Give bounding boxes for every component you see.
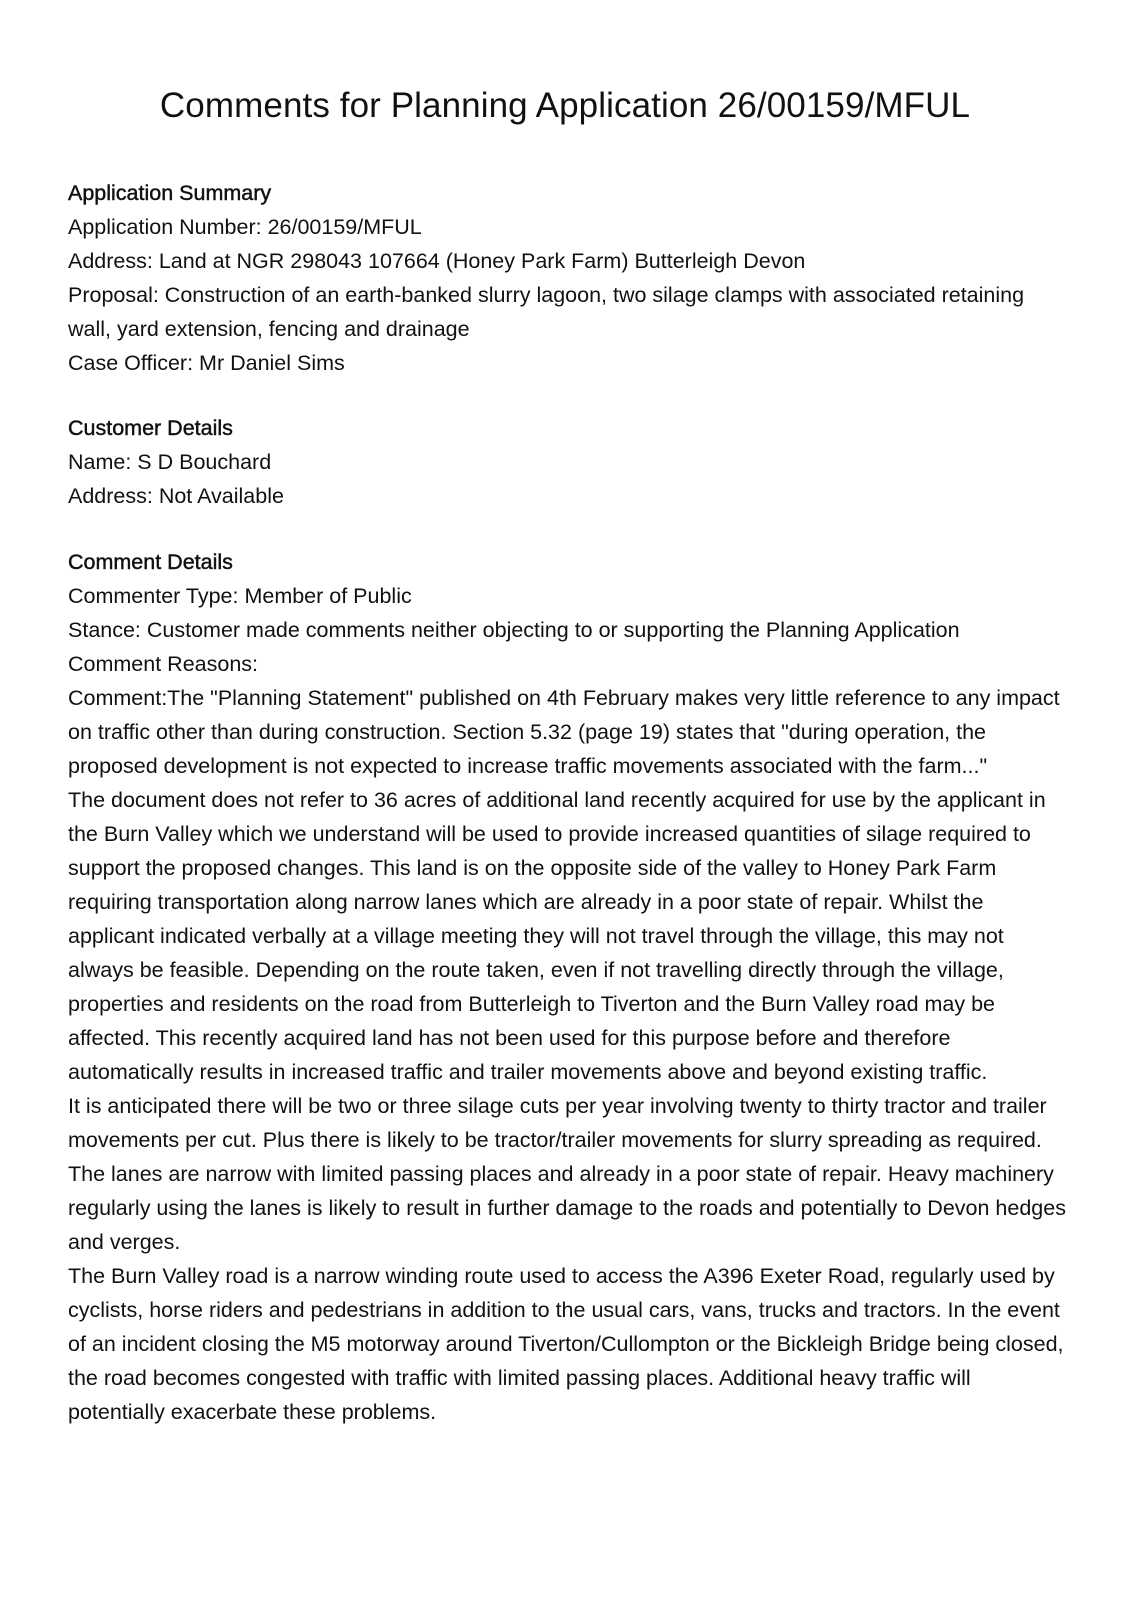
application-address: Address: Land at NGR 298043 107664 (Honey Park Farm) Butterleigh Devon	[68, 249, 806, 273]
case-officer: Case Officer: Mr Daniel Sims	[68, 351, 345, 375]
customer-details-section	[68, 411, 1068, 513]
comment-paragraph: The Burn Valley road is a narrow winding route used to access the A396 Exeter Road, regularly used by cyclists, horse riders and pedestrians in addition to the usual cars, vans, trucks and tractors. In the event of an incident closing the M5 motorway around Tiverton/Cullompton or the Bickleigh Bridge being closed, the road becomes congested with traffic with limited passing places. Additional heavy traffic will potentially exacerbate these problems.	[68, 1264, 1064, 1424]
comment-paragraph: It is anticipated there will be two or three silage cuts per year involving twenty to thirty tractor and trailer movements per cut. Plus there is likely to be tractor/trailer movements for slurry spreading as required. The lanes are narrow with limited passing places and already in a poor state of repair. Heavy machinery regularly using the lanes is likely to result in further damage to the roads and potentially to Devon hedges and verges.	[68, 1094, 1066, 1254]
commenter-type: Commenter Type: Member of Public	[68, 584, 412, 608]
application-proposal: Proposal: Construction of an earth-banked slurry lagoon, two silage clamps with associated retaining wall, yard extension, fencing and drainage	[68, 283, 1025, 341]
comment-paragraph: Comment:The "Planning Statement" published on 4th February makes very little reference to any impact on traffic other than during construction. Section 5.32 (page 19) states that "during operation, the proposed development is not expected to increase traffic movements associated with the farm..."	[68, 686, 1060, 778]
application-summary-section	[68, 176, 1068, 380]
comment-reasons: Comment Reasons:	[68, 652, 258, 676]
page-title: Comments for Planning Application 26/00159/MFUL	[159, 86, 971, 125]
comment-stance: Stance: Customer made comments neither objecting to or supporting the Planning Application	[68, 618, 960, 642]
application-summary-heading: Application Summary	[68, 181, 272, 205]
comment-details-heading: Comment Details	[68, 550, 233, 574]
customer-name: Name: S D Bouchard	[68, 450, 272, 474]
comment-paragraph: The document does not refer to 36 acres of additional land recently acquired for use by the applicant in the Burn Valley which we understand will be used to provide increased quantities of silage required to support the proposed changes. This land is on the opposite side of the valley to Honey Park Farm requiring transportation along narrow lanes which are already in a poor state of repair. Whilst the applicant indicated verbally at a village meeting they will not travel through the village, this may not always be feasible. Depending on the route taken, even if not travelling directly through the village, properties and residents on the road from Butterleigh to Tiverton and the Burn Valley road may be affected. This recently acquired land has not been used for this purpose before and therefore automatically results in increased traffic and trailer movements above and beyond existing traffic.	[68, 788, 1046, 1084]
customer-details-heading: Customer Details	[68, 416, 233, 440]
application-number: Application Number: 26/00159/MFUL	[68, 215, 422, 239]
customer-address: Address: Not Available	[68, 484, 284, 508]
comment-details-section	[68, 545, 1068, 1429]
